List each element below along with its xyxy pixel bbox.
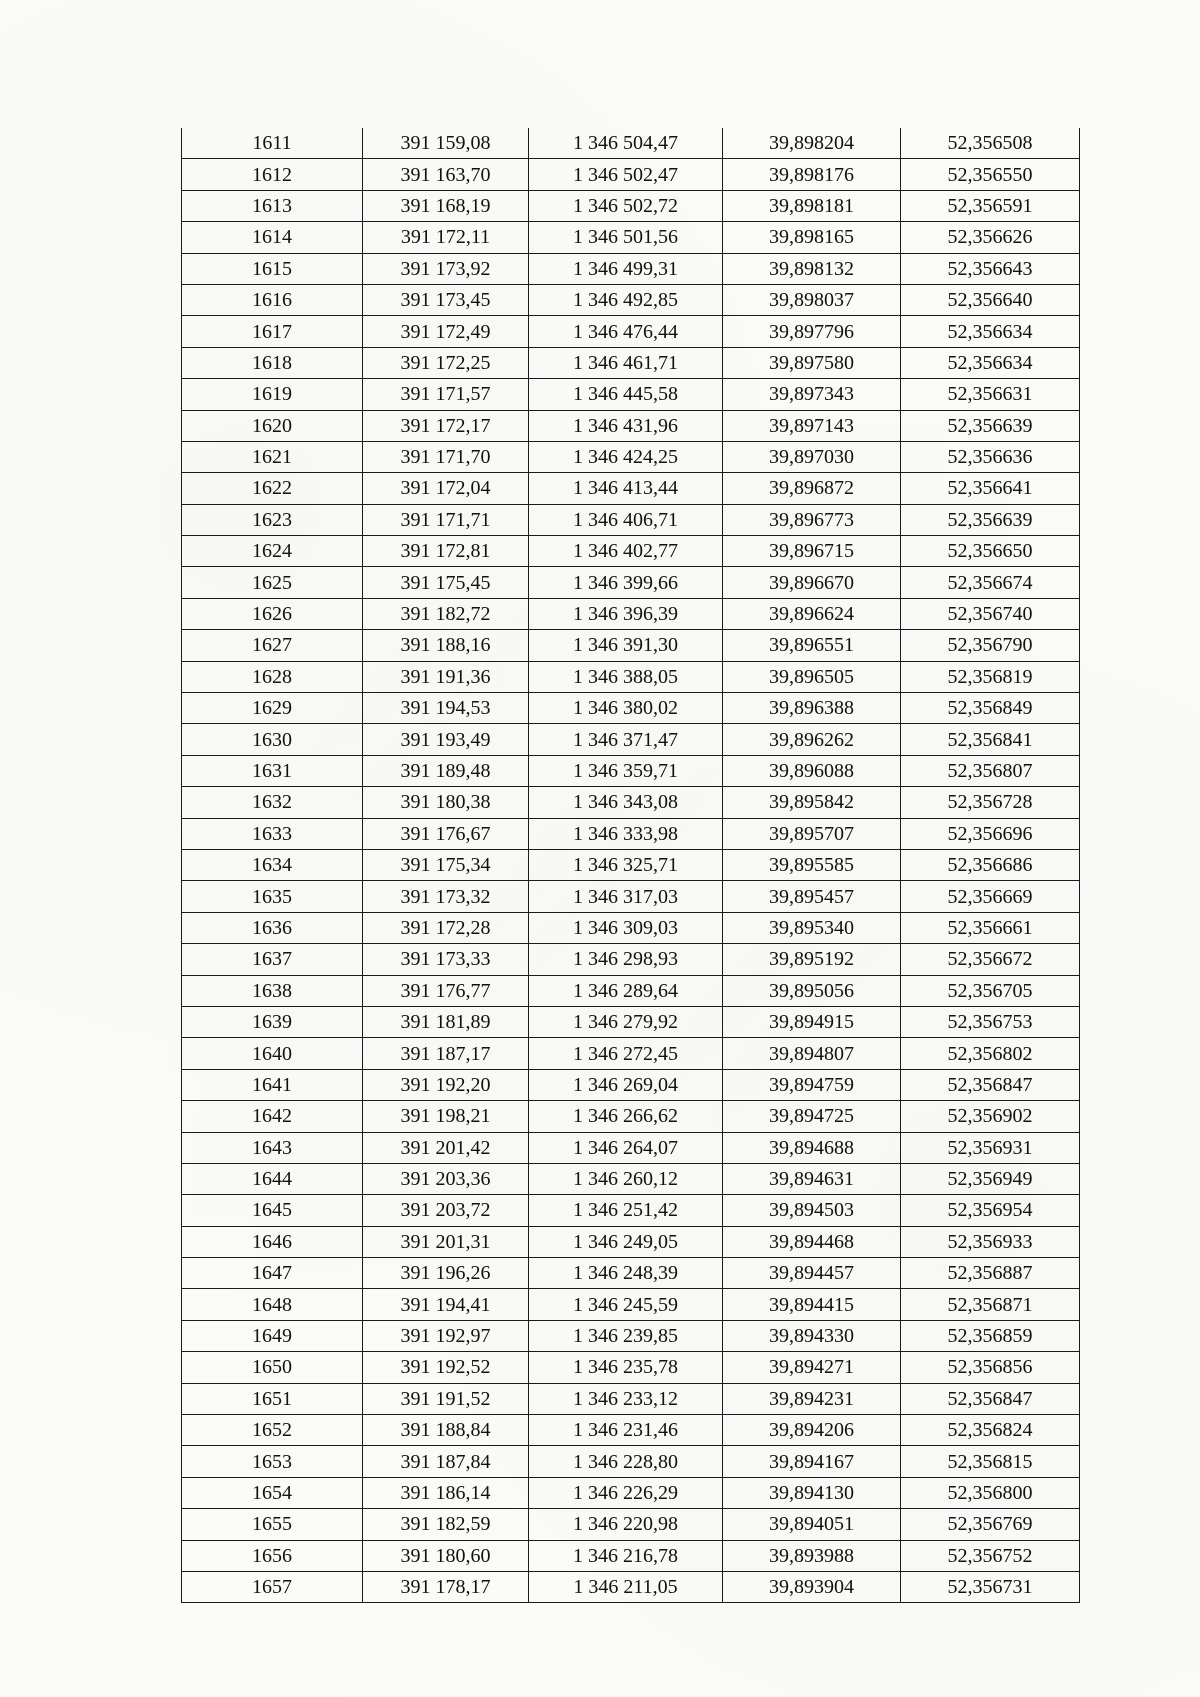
x-coordinate-cell: 391 172,11 xyxy=(363,222,529,253)
x-coordinate-cell: 391 159,08 xyxy=(363,128,529,159)
point-number-cell: 1613 xyxy=(182,190,363,221)
x-coordinate-cell: 391 189,48 xyxy=(363,755,529,786)
latitude-cell: 52,356790 xyxy=(901,630,1080,661)
point-number-cell: 1611 xyxy=(182,128,363,159)
latitude-cell: 52,356933 xyxy=(901,1226,1080,1257)
latitude-cell: 52,356640 xyxy=(901,284,1080,315)
latitude-cell: 52,356849 xyxy=(901,693,1080,724)
longitude-cell: 39,898176 xyxy=(723,159,901,190)
y-coordinate-cell: 1 346 220,98 xyxy=(529,1509,723,1540)
x-coordinate-cell: 391 193,49 xyxy=(363,724,529,755)
latitude-cell: 52,356639 xyxy=(901,410,1080,441)
x-coordinate-cell: 391 163,70 xyxy=(363,159,529,190)
x-coordinate-cell: 391 192,52 xyxy=(363,1352,529,1383)
table-row xyxy=(182,849,1080,880)
x-coordinate-cell: 391 201,31 xyxy=(363,1226,529,1257)
x-coordinate-cell: 391 182,72 xyxy=(363,598,529,629)
y-coordinate-cell: 1 346 289,64 xyxy=(529,975,723,1006)
point-number-cell: 1657 xyxy=(182,1571,363,1602)
table-row xyxy=(182,473,1080,504)
y-coordinate-cell: 1 346 211,05 xyxy=(529,1571,723,1602)
latitude-cell: 52,356871 xyxy=(901,1289,1080,1320)
y-coordinate-cell: 1 346 239,85 xyxy=(529,1320,723,1351)
longitude-cell: 39,897796 xyxy=(723,316,901,347)
point-number-cell: 1637 xyxy=(182,944,363,975)
y-coordinate-cell: 1 346 388,05 xyxy=(529,661,723,692)
table-row xyxy=(182,1571,1080,1602)
longitude-cell: 39,894503 xyxy=(723,1195,901,1226)
point-number-cell: 1634 xyxy=(182,849,363,880)
y-coordinate-cell: 1 346 248,39 xyxy=(529,1258,723,1289)
longitude-cell: 39,895707 xyxy=(723,818,901,849)
y-coordinate-cell: 1 346 461,71 xyxy=(529,347,723,378)
point-number-cell: 1624 xyxy=(182,536,363,567)
point-number-cell: 1617 xyxy=(182,316,363,347)
y-coordinate-cell: 1 346 269,04 xyxy=(529,1069,723,1100)
x-coordinate-cell: 391 173,32 xyxy=(363,881,529,912)
y-coordinate-cell: 1 346 266,62 xyxy=(529,1101,723,1132)
point-number-cell: 1643 xyxy=(182,1132,363,1163)
table-row xyxy=(182,1258,1080,1289)
latitude-cell: 52,356824 xyxy=(901,1415,1080,1446)
latitude-cell: 52,356641 xyxy=(901,473,1080,504)
y-coordinate-cell: 1 346 371,47 xyxy=(529,724,723,755)
table-row xyxy=(182,159,1080,190)
longitude-cell: 39,895842 xyxy=(723,787,901,818)
y-coordinate-cell: 1 346 272,45 xyxy=(529,1038,723,1069)
longitude-cell: 39,898132 xyxy=(723,253,901,284)
x-coordinate-cell: 391 173,92 xyxy=(363,253,529,284)
y-coordinate-cell: 1 346 249,05 xyxy=(529,1226,723,1257)
point-number-cell: 1627 xyxy=(182,630,363,661)
x-coordinate-cell: 391 176,77 xyxy=(363,975,529,1006)
latitude-cell: 52,356643 xyxy=(901,253,1080,284)
table-row xyxy=(182,504,1080,535)
latitude-cell: 52,356807 xyxy=(901,755,1080,786)
table-row xyxy=(182,567,1080,598)
point-number-cell: 1649 xyxy=(182,1320,363,1351)
x-coordinate-cell: 391 191,52 xyxy=(363,1383,529,1414)
latitude-cell: 52,356550 xyxy=(901,159,1080,190)
x-coordinate-cell: 391 175,45 xyxy=(363,567,529,598)
latitude-cell: 52,356800 xyxy=(901,1477,1080,1508)
point-number-cell: 1618 xyxy=(182,347,363,378)
y-coordinate-cell: 1 346 309,03 xyxy=(529,912,723,943)
point-number-cell: 1642 xyxy=(182,1101,363,1132)
point-number-cell: 1646 xyxy=(182,1226,363,1257)
latitude-cell: 52,356802 xyxy=(901,1038,1080,1069)
point-number-cell: 1645 xyxy=(182,1195,363,1226)
longitude-cell: 39,894759 xyxy=(723,1069,901,1100)
latitude-cell: 52,356631 xyxy=(901,379,1080,410)
latitude-cell: 52,356819 xyxy=(901,661,1080,692)
longitude-cell: 39,896388 xyxy=(723,693,901,724)
y-coordinate-cell: 1 346 504,47 xyxy=(529,128,723,159)
latitude-cell: 52,356949 xyxy=(901,1163,1080,1194)
table-row xyxy=(182,693,1080,724)
x-coordinate-cell: 391 168,19 xyxy=(363,190,529,221)
longitude-cell: 39,896088 xyxy=(723,755,901,786)
y-coordinate-cell: 1 346 445,58 xyxy=(529,379,723,410)
y-coordinate-cell: 1 346 499,31 xyxy=(529,253,723,284)
longitude-cell: 39,893988 xyxy=(723,1540,901,1571)
longitude-cell: 39,896773 xyxy=(723,504,901,535)
y-coordinate-cell: 1 346 264,07 xyxy=(529,1132,723,1163)
y-coordinate-cell: 1 346 380,02 xyxy=(529,693,723,724)
longitude-cell: 39,896262 xyxy=(723,724,901,755)
latitude-cell: 52,356661 xyxy=(901,912,1080,943)
longitude-cell: 39,894457 xyxy=(723,1258,901,1289)
x-coordinate-cell: 391 178,17 xyxy=(363,1571,529,1602)
latitude-cell: 52,356636 xyxy=(901,441,1080,472)
table-row xyxy=(182,316,1080,347)
x-coordinate-cell: 391 186,14 xyxy=(363,1477,529,1508)
latitude-cell: 52,356740 xyxy=(901,598,1080,629)
latitude-cell: 52,356859 xyxy=(901,1320,1080,1351)
longitude-cell: 39,894631 xyxy=(723,1163,901,1194)
point-number-cell: 1620 xyxy=(182,410,363,441)
table-row xyxy=(182,1069,1080,1100)
table-row xyxy=(182,1540,1080,1571)
table-row xyxy=(182,598,1080,629)
point-number-cell: 1644 xyxy=(182,1163,363,1194)
latitude-cell: 52,356591 xyxy=(901,190,1080,221)
latitude-cell: 52,356841 xyxy=(901,724,1080,755)
latitude-cell: 52,356847 xyxy=(901,1383,1080,1414)
x-coordinate-cell: 391 194,41 xyxy=(363,1289,529,1320)
y-coordinate-cell: 1 346 476,44 xyxy=(529,316,723,347)
point-number-cell: 1632 xyxy=(182,787,363,818)
longitude-cell: 39,896670 xyxy=(723,567,901,598)
table-row xyxy=(182,1101,1080,1132)
table-row xyxy=(182,1383,1080,1414)
longitude-cell: 39,894807 xyxy=(723,1038,901,1069)
latitude-cell: 52,356705 xyxy=(901,975,1080,1006)
point-number-cell: 1633 xyxy=(182,818,363,849)
latitude-cell: 52,356696 xyxy=(901,818,1080,849)
x-coordinate-cell: 391 175,34 xyxy=(363,849,529,880)
latitude-cell: 52,356769 xyxy=(901,1509,1080,1540)
table-row xyxy=(182,347,1080,378)
table-row xyxy=(182,1477,1080,1508)
x-coordinate-cell: 391 172,25 xyxy=(363,347,529,378)
latitude-cell: 52,356815 xyxy=(901,1446,1080,1477)
point-number-cell: 1635 xyxy=(182,881,363,912)
x-coordinate-cell: 391 172,04 xyxy=(363,473,529,504)
x-coordinate-cell: 391 192,20 xyxy=(363,1069,529,1100)
y-coordinate-cell: 1 346 343,08 xyxy=(529,787,723,818)
longitude-cell: 39,894688 xyxy=(723,1132,901,1163)
x-coordinate-cell: 391 182,59 xyxy=(363,1509,529,1540)
x-coordinate-cell: 391 194,53 xyxy=(363,693,529,724)
x-coordinate-cell: 391 203,36 xyxy=(363,1163,529,1194)
longitude-cell: 39,897030 xyxy=(723,441,901,472)
longitude-cell: 39,897143 xyxy=(723,410,901,441)
y-coordinate-cell: 1 346 431,96 xyxy=(529,410,723,441)
longitude-cell: 39,894330 xyxy=(723,1320,901,1351)
coordinates-table-body xyxy=(182,128,1080,1603)
y-coordinate-cell: 1 346 502,47 xyxy=(529,159,723,190)
point-number-cell: 1636 xyxy=(182,912,363,943)
latitude-cell: 52,356674 xyxy=(901,567,1080,598)
table-row xyxy=(182,536,1080,567)
point-number-cell: 1647 xyxy=(182,1258,363,1289)
longitude-cell: 39,895340 xyxy=(723,912,901,943)
y-coordinate-cell: 1 346 251,42 xyxy=(529,1195,723,1226)
point-number-cell: 1621 xyxy=(182,441,363,472)
latitude-cell: 52,356931 xyxy=(901,1132,1080,1163)
table-row xyxy=(182,787,1080,818)
longitude-cell: 39,894051 xyxy=(723,1509,901,1540)
latitude-cell: 52,356634 xyxy=(901,316,1080,347)
table-row xyxy=(182,128,1080,159)
table-row xyxy=(182,1195,1080,1226)
y-coordinate-cell: 1 346 413,44 xyxy=(529,473,723,504)
y-coordinate-cell: 1 346 406,71 xyxy=(529,504,723,535)
y-coordinate-cell: 1 346 260,12 xyxy=(529,1163,723,1194)
y-coordinate-cell: 1 346 402,77 xyxy=(529,536,723,567)
point-number-cell: 1625 xyxy=(182,567,363,598)
table-row xyxy=(182,724,1080,755)
table-row xyxy=(182,818,1080,849)
x-coordinate-cell: 391 172,28 xyxy=(363,912,529,943)
y-coordinate-cell: 1 346 233,12 xyxy=(529,1383,723,1414)
y-coordinate-cell: 1 346 317,03 xyxy=(529,881,723,912)
latitude-cell: 52,356639 xyxy=(901,504,1080,535)
latitude-cell: 52,356626 xyxy=(901,222,1080,253)
table-row xyxy=(182,881,1080,912)
longitude-cell: 39,896872 xyxy=(723,473,901,504)
point-number-cell: 1612 xyxy=(182,159,363,190)
latitude-cell: 52,356634 xyxy=(901,347,1080,378)
y-coordinate-cell: 1 346 325,71 xyxy=(529,849,723,880)
longitude-cell: 39,897580 xyxy=(723,347,901,378)
point-number-cell: 1653 xyxy=(182,1446,363,1477)
longitude-cell: 39,894130 xyxy=(723,1477,901,1508)
latitude-cell: 52,356508 xyxy=(901,128,1080,159)
x-coordinate-cell: 391 203,72 xyxy=(363,1195,529,1226)
y-coordinate-cell: 1 346 501,56 xyxy=(529,222,723,253)
y-coordinate-cell: 1 346 391,30 xyxy=(529,630,723,661)
longitude-cell: 39,893904 xyxy=(723,1571,901,1602)
y-coordinate-cell: 1 346 399,66 xyxy=(529,567,723,598)
y-coordinate-cell: 1 346 502,72 xyxy=(529,190,723,221)
x-coordinate-cell: 391 198,21 xyxy=(363,1101,529,1132)
longitude-cell: 39,894915 xyxy=(723,1006,901,1037)
y-coordinate-cell: 1 346 235,78 xyxy=(529,1352,723,1383)
longitude-cell: 39,894725 xyxy=(723,1101,901,1132)
x-coordinate-cell: 391 180,38 xyxy=(363,787,529,818)
x-coordinate-cell: 391 188,84 xyxy=(363,1415,529,1446)
longitude-cell: 39,894468 xyxy=(723,1226,901,1257)
latitude-cell: 52,356954 xyxy=(901,1195,1080,1226)
longitude-cell: 39,895457 xyxy=(723,881,901,912)
longitude-cell: 39,898037 xyxy=(723,284,901,315)
point-number-cell: 1639 xyxy=(182,1006,363,1037)
longitude-cell: 39,898181 xyxy=(723,190,901,221)
y-coordinate-cell: 1 346 396,39 xyxy=(529,598,723,629)
point-number-cell: 1650 xyxy=(182,1352,363,1383)
table-row xyxy=(182,441,1080,472)
y-coordinate-cell: 1 346 226,29 xyxy=(529,1477,723,1508)
x-coordinate-cell: 391 191,36 xyxy=(363,661,529,692)
latitude-cell: 52,356669 xyxy=(901,881,1080,912)
longitude-cell: 39,898204 xyxy=(723,128,901,159)
y-coordinate-cell: 1 346 333,98 xyxy=(529,818,723,849)
table-row xyxy=(182,1132,1080,1163)
y-coordinate-cell: 1 346 216,78 xyxy=(529,1540,723,1571)
y-coordinate-cell: 1 346 231,46 xyxy=(529,1415,723,1446)
table-row xyxy=(182,975,1080,1006)
y-coordinate-cell: 1 346 424,25 xyxy=(529,441,723,472)
table-row xyxy=(182,1352,1080,1383)
x-coordinate-cell: 391 180,60 xyxy=(363,1540,529,1571)
point-number-cell: 1648 xyxy=(182,1289,363,1320)
x-coordinate-cell: 391 171,70 xyxy=(363,441,529,472)
table-row xyxy=(182,410,1080,441)
longitude-cell: 39,898165 xyxy=(723,222,901,253)
point-number-cell: 1615 xyxy=(182,253,363,284)
point-number-cell: 1616 xyxy=(182,284,363,315)
table-row xyxy=(182,1509,1080,1540)
longitude-cell: 39,895585 xyxy=(723,849,901,880)
latitude-cell: 52,356672 xyxy=(901,944,1080,975)
table-row xyxy=(182,379,1080,410)
latitude-cell: 52,356731 xyxy=(901,1571,1080,1602)
latitude-cell: 52,356728 xyxy=(901,787,1080,818)
point-number-cell: 1630 xyxy=(182,724,363,755)
longitude-cell: 39,894206 xyxy=(723,1415,901,1446)
point-number-cell: 1652 xyxy=(182,1415,363,1446)
point-number-cell: 1631 xyxy=(182,755,363,786)
x-coordinate-cell: 391 173,45 xyxy=(363,284,529,315)
x-coordinate-cell: 391 181,89 xyxy=(363,1006,529,1037)
table-row xyxy=(182,1320,1080,1351)
table-row xyxy=(182,755,1080,786)
latitude-cell: 52,356902 xyxy=(901,1101,1080,1132)
x-coordinate-cell: 391 196,26 xyxy=(363,1258,529,1289)
table-row xyxy=(182,1038,1080,1069)
latitude-cell: 52,356856 xyxy=(901,1352,1080,1383)
x-coordinate-cell: 391 171,57 xyxy=(363,379,529,410)
latitude-cell: 52,356887 xyxy=(901,1258,1080,1289)
longitude-cell: 39,894167 xyxy=(723,1446,901,1477)
longitude-cell: 39,896505 xyxy=(723,661,901,692)
point-number-cell: 1626 xyxy=(182,598,363,629)
point-number-cell: 1629 xyxy=(182,693,363,724)
point-number-cell: 1651 xyxy=(182,1383,363,1414)
x-coordinate-cell: 391 171,71 xyxy=(363,504,529,535)
point-number-cell: 1619 xyxy=(182,379,363,410)
longitude-cell: 39,895056 xyxy=(723,975,901,1006)
table-row xyxy=(182,1415,1080,1446)
x-coordinate-cell: 391 201,42 xyxy=(363,1132,529,1163)
latitude-cell: 52,356847 xyxy=(901,1069,1080,1100)
point-number-cell: 1628 xyxy=(182,661,363,692)
latitude-cell: 52,356753 xyxy=(901,1006,1080,1037)
point-number-cell: 1622 xyxy=(182,473,363,504)
coordinates-table xyxy=(181,128,1080,1603)
longitude-cell: 39,894271 xyxy=(723,1352,901,1383)
table-row xyxy=(182,944,1080,975)
table-row xyxy=(182,1446,1080,1477)
y-coordinate-cell: 1 346 492,85 xyxy=(529,284,723,315)
longitude-cell: 39,896624 xyxy=(723,598,901,629)
x-coordinate-cell: 391 172,17 xyxy=(363,410,529,441)
x-coordinate-cell: 391 188,16 xyxy=(363,630,529,661)
x-coordinate-cell: 391 173,33 xyxy=(363,944,529,975)
point-number-cell: 1641 xyxy=(182,1069,363,1100)
y-coordinate-cell: 1 346 245,59 xyxy=(529,1289,723,1320)
x-coordinate-cell: 391 172,81 xyxy=(363,536,529,567)
x-coordinate-cell: 391 176,67 xyxy=(363,818,529,849)
table-row xyxy=(182,1226,1080,1257)
x-coordinate-cell: 391 187,84 xyxy=(363,1446,529,1477)
point-number-cell: 1623 xyxy=(182,504,363,535)
table-row xyxy=(182,284,1080,315)
point-number-cell: 1614 xyxy=(182,222,363,253)
longitude-cell: 39,897343 xyxy=(723,379,901,410)
latitude-cell: 52,356752 xyxy=(901,1540,1080,1571)
point-number-cell: 1656 xyxy=(182,1540,363,1571)
latitude-cell: 52,356650 xyxy=(901,536,1080,567)
longitude-cell: 39,895192 xyxy=(723,944,901,975)
table-row xyxy=(182,253,1080,284)
table-row xyxy=(182,661,1080,692)
y-coordinate-cell: 1 346 279,92 xyxy=(529,1006,723,1037)
table-row xyxy=(182,630,1080,661)
x-coordinate-cell: 391 192,97 xyxy=(363,1320,529,1351)
point-number-cell: 1654 xyxy=(182,1477,363,1508)
table-row xyxy=(182,1006,1080,1037)
longitude-cell: 39,894415 xyxy=(723,1289,901,1320)
y-coordinate-cell: 1 346 298,93 xyxy=(529,944,723,975)
longitude-cell: 39,894231 xyxy=(723,1383,901,1414)
point-number-cell: 1655 xyxy=(182,1509,363,1540)
table-row xyxy=(182,1163,1080,1194)
point-number-cell: 1640 xyxy=(182,1038,363,1069)
y-coordinate-cell: 1 346 359,71 xyxy=(529,755,723,786)
table-row xyxy=(182,222,1080,253)
longitude-cell: 39,896551 xyxy=(723,630,901,661)
table-row xyxy=(182,912,1080,943)
latitude-cell: 52,356686 xyxy=(901,849,1080,880)
x-coordinate-cell: 391 172,49 xyxy=(363,316,529,347)
x-coordinate-cell: 391 187,17 xyxy=(363,1038,529,1069)
point-number-cell: 1638 xyxy=(182,975,363,1006)
longitude-cell: 39,896715 xyxy=(723,536,901,567)
table-row xyxy=(182,1289,1080,1320)
table-row xyxy=(182,190,1080,221)
y-coordinate-cell: 1 346 228,80 xyxy=(529,1446,723,1477)
